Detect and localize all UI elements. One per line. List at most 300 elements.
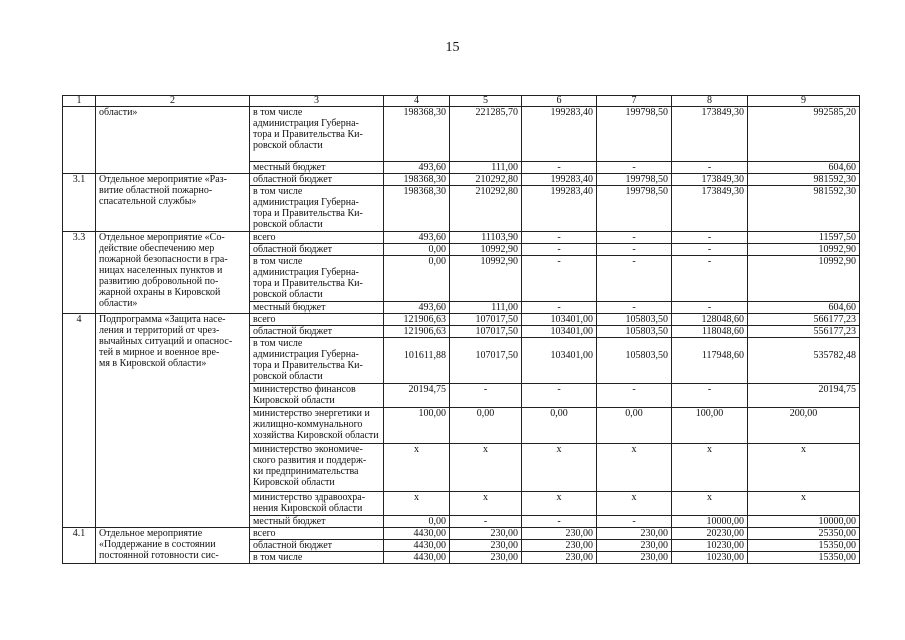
table-cell — [672, 552, 748, 564]
column-number-8: 8 — [672, 96, 748, 107]
cell-text: 105803,50 — [625, 326, 668, 337]
cell-text: 210292,80 — [475, 174, 518, 185]
cell-text: 10992,90 — [818, 256, 856, 267]
table-cell — [250, 162, 384, 174]
table-cell — [450, 162, 522, 174]
table-cell — [672, 540, 748, 552]
cell-text: - — [707, 244, 712, 255]
table-cell — [748, 256, 860, 302]
table-cell — [597, 492, 672, 516]
cell-text: - — [557, 162, 561, 173]
table-cell — [597, 384, 672, 408]
cell-text: - — [707, 302, 712, 313]
cell-text: 199798,50 — [625, 174, 668, 185]
cell-text: 20194,75 — [818, 384, 856, 395]
table-cell — [384, 174, 450, 186]
column-number-2: 2 — [96, 96, 250, 107]
cell-text: 10230,00 — [706, 540, 744, 551]
table-cell — [672, 314, 748, 326]
cell-text: 11103,90 — [481, 232, 518, 243]
cell-text: 25350,00 — [818, 528, 856, 539]
cell-text: 103401,00 — [550, 314, 593, 325]
cell-text: 10230,00 — [706, 552, 744, 563]
table-cell — [522, 186, 597, 232]
table-cell — [450, 107, 522, 162]
cell-text: 128048,60 — [701, 314, 744, 325]
table-cell — [748, 162, 860, 174]
cell-text: 100,00 — [418, 408, 446, 419]
table-cell — [748, 492, 860, 516]
table-row — [63, 174, 860, 186]
table-cell — [384, 408, 450, 444]
table-cell — [748, 338, 860, 384]
cell-text: 221285,70 — [475, 107, 518, 118]
table-cell — [522, 232, 597, 244]
cell-text: 0,00 — [550, 408, 568, 419]
table-cell — [384, 338, 450, 384]
cell-text: x — [414, 492, 419, 503]
cell-text: всего — [253, 314, 276, 325]
cell-text: 493,60 — [418, 232, 446, 243]
table-cell — [96, 528, 250, 564]
table-cell — [597, 516, 672, 528]
cell-text: всего — [253, 528, 276, 539]
table-cell — [63, 174, 96, 232]
cell-text: 535782,48 — [813, 350, 856, 361]
table-cell — [748, 528, 860, 540]
table-cell — [672, 516, 748, 528]
cell-text: 173849,30 — [701, 107, 744, 118]
cell-text: 107017,50 — [475, 326, 518, 337]
cell-text: 100,00 — [695, 408, 724, 419]
table-cell — [384, 256, 450, 302]
table-cell — [250, 244, 384, 256]
cell-text: в том числе администрация Губерна- тора и Правительства Ки- ровской области — [253, 256, 363, 300]
table-cell — [672, 162, 748, 174]
table-row — [63, 314, 860, 326]
cell-text: - — [707, 256, 712, 267]
cell-text: x — [556, 444, 562, 455]
cell-text: в том числе администрация Губерна- тора и Правительства Ки- ровской области — [253, 107, 363, 151]
cell-text: 230,00 — [640, 552, 668, 563]
column-number-5: 5 — [450, 96, 522, 107]
table-cell — [672, 384, 748, 408]
table-row — [63, 528, 860, 540]
cell-text: 3.3 — [72, 232, 86, 243]
table-cell — [384, 528, 450, 540]
table-cell — [450, 444, 522, 492]
cell-text: областной бюджет — [253, 540, 333, 551]
cell-text: 230,00 — [565, 540, 593, 551]
table-cell — [450, 408, 522, 444]
table-row — [63, 232, 860, 244]
cell-text: 4430,00 — [413, 528, 446, 539]
cell-text: - — [557, 232, 561, 243]
table-cell — [250, 444, 384, 492]
table-cell — [597, 444, 672, 492]
table-cell — [522, 244, 597, 256]
cell-text: Отдельное мероприятие «Поддержание в состоянии постоянной готовности сис- — [99, 528, 219, 561]
table-cell — [597, 314, 672, 326]
cell-text: 604,60 — [828, 162, 856, 173]
cell-text: в том числе администрация Губерна- тора и Правительства Ки- ровской области — [253, 186, 363, 230]
table-cell — [250, 338, 384, 384]
cell-text: - — [707, 232, 712, 243]
cell-text: - — [707, 162, 712, 173]
cell-text: x — [556, 492, 562, 503]
cell-text: 10000,00 — [706, 516, 744, 527]
table-cell — [450, 244, 522, 256]
cell-text: x — [414, 444, 419, 455]
table-cell — [748, 174, 860, 186]
cell-text: областной бюджет — [253, 174, 333, 185]
table-cell — [522, 408, 597, 444]
table-cell — [748, 244, 860, 256]
table-cell — [597, 540, 672, 552]
table-cell — [384, 552, 450, 564]
cell-text: Подпрограмма «Защита насе- ления и территорий от чрез- вычайных ситуаций и опаснос- тей в мирное и военное вре- мя в Кировской области» — [99, 314, 233, 369]
table-cell — [748, 107, 860, 162]
cell-text: 10992,90 — [480, 256, 518, 267]
cell-text: 566177,23 — [813, 314, 856, 325]
table-cell — [250, 232, 384, 244]
cell-text: - — [557, 302, 561, 313]
cell-text: - — [483, 516, 488, 527]
cell-text: всего — [253, 232, 276, 243]
cell-text: 117948,60 — [701, 350, 744, 361]
table-cell — [522, 326, 597, 338]
page-number: 15 — [445, 40, 460, 55]
cell-text: 493,60 — [418, 162, 446, 173]
cell-text: 199283,40 — [550, 107, 593, 118]
table-cell — [250, 528, 384, 540]
table-cell — [672, 408, 748, 444]
table-cell — [748, 326, 860, 338]
table-cell — [522, 256, 597, 302]
cell-text: 20230,00 — [706, 528, 744, 539]
table-cell — [250, 326, 384, 338]
cell-text: 199798,50 — [625, 107, 668, 118]
table-cell — [522, 174, 597, 186]
table-cell — [384, 107, 450, 162]
cell-text: 105803,50 — [625, 350, 668, 361]
cell-text: 230,00 — [565, 528, 593, 539]
cell-text: 199798,50 — [625, 186, 668, 197]
table-cell — [522, 384, 597, 408]
cell-text: 4 — [76, 314, 82, 325]
cell-text: 198368,30 — [403, 186, 446, 197]
table-cell — [384, 540, 450, 552]
table-cell — [597, 326, 672, 338]
cell-text: 4.1 — [72, 528, 86, 539]
table-cell — [522, 492, 597, 516]
table-cell — [597, 107, 672, 162]
table-cell — [63, 528, 96, 564]
table-cell — [597, 186, 672, 232]
table-cell — [672, 107, 748, 162]
cell-text: области» — [99, 107, 138, 118]
cell-text: - — [632, 244, 636, 255]
column-number-4: 4 — [384, 96, 450, 107]
table-cell — [672, 232, 748, 244]
cell-text: 173849,30 — [701, 186, 744, 197]
cell-text: 0,00 — [625, 408, 643, 419]
table-cell — [250, 552, 384, 564]
table-cell — [384, 232, 450, 244]
cell-text: x — [801, 444, 806, 455]
cell-text: - — [557, 384, 561, 395]
table-cell — [672, 326, 748, 338]
cell-text: - — [632, 302, 636, 313]
cell-text: 0,00 — [428, 516, 446, 527]
cell-text: министерство экономиче- ского развития и поддерж- ки предпринимательства Кировской области — [253, 444, 367, 488]
cell-text: x — [631, 492, 637, 503]
cell-text: министерство энергетики и жилищно-коммунального хозяйства Кировской области — [253, 408, 379, 441]
cell-text: 15350,00 — [818, 540, 856, 551]
cell-text: 0,00 — [428, 256, 446, 267]
cell-text: 121906,63 — [403, 326, 446, 337]
table-cell — [522, 552, 597, 564]
cell-text: - — [632, 516, 636, 527]
cell-text: местный бюджет — [253, 162, 326, 173]
table-cell — [672, 444, 748, 492]
cell-text: 10000,00 — [818, 516, 856, 527]
table-cell — [450, 384, 522, 408]
table-cell — [522, 540, 597, 552]
table-cell — [522, 302, 597, 314]
table-cell — [96, 232, 250, 314]
cell-text: - — [632, 162, 636, 173]
cell-text: x — [707, 492, 712, 503]
cell-text: 121906,63 — [403, 314, 446, 325]
cell-text: 604,60 — [828, 302, 856, 313]
cell-text: министерство здравоохра- нения Кировской области — [253, 492, 366, 514]
table-cell — [450, 326, 522, 338]
cell-text: в том числе администрация Губерна- тора и Правительства Ки- ровской области — [253, 338, 363, 382]
cell-text: - — [557, 516, 561, 527]
cell-text: 4430,00 — [413, 552, 446, 563]
table-cell — [450, 528, 522, 540]
table-cell — [384, 516, 450, 528]
cell-text: - — [632, 384, 636, 395]
cell-text: 556177,23 — [813, 326, 856, 337]
cell-text: 230,00 — [490, 552, 518, 563]
cell-text: 230,00 — [640, 540, 668, 551]
table-cell — [250, 540, 384, 552]
cell-text: 107017,50 — [475, 314, 518, 325]
table-cell — [250, 384, 384, 408]
table-cell — [384, 162, 450, 174]
column-number-3: 3 — [250, 96, 384, 107]
table-cell — [672, 302, 748, 314]
cell-text: 105803,50 — [625, 314, 668, 325]
table-cell — [450, 540, 522, 552]
table-body — [63, 96, 860, 564]
table-cell — [450, 232, 522, 244]
table-cell — [63, 232, 96, 314]
cell-text: 15350,00 — [818, 552, 856, 563]
table-cell — [384, 492, 450, 516]
cell-text: 992585,20 — [813, 107, 856, 118]
cell-text: 198368,30 — [403, 174, 446, 185]
cell-text: местный бюджет — [253, 516, 326, 527]
table-cell — [522, 107, 597, 162]
table-cell — [748, 232, 860, 244]
cell-text: 11597,50 — [818, 232, 856, 243]
table-cell — [450, 314, 522, 326]
table-cell — [672, 528, 748, 540]
column-number-6: 6 — [522, 96, 597, 107]
table-cell — [384, 314, 450, 326]
table-cell — [250, 314, 384, 326]
table-cell — [384, 302, 450, 314]
cell-text: 493,60 — [418, 302, 446, 313]
table-cell — [597, 408, 672, 444]
table-cell — [672, 338, 748, 384]
cell-text: 118048,60 — [701, 326, 744, 337]
cell-text: 111,00 — [491, 302, 518, 313]
cell-text: Отдельное мероприятие «Раз- витие областной пожарно- спасательной службы» — [99, 174, 227, 207]
table-cell — [250, 174, 384, 186]
table-cell — [748, 384, 860, 408]
table-cell — [748, 444, 860, 492]
cell-text: 0,00 — [476, 408, 495, 419]
budget-table — [62, 95, 860, 564]
cell-text: 981592,30 — [813, 186, 856, 197]
column-number-1: 1 — [63, 96, 96, 107]
cell-text: 103401,00 — [550, 326, 593, 337]
cell-text: - — [483, 384, 488, 395]
cell-text: - — [707, 384, 712, 395]
cell-text: 230,00 — [490, 528, 518, 539]
cell-text: 230,00 — [640, 528, 668, 539]
cell-text: x — [483, 492, 488, 503]
table-cell — [250, 492, 384, 516]
table-cell — [450, 338, 522, 384]
cell-text: областной бюджет — [253, 326, 333, 337]
column-number-7: 7 — [597, 96, 672, 107]
table-cell — [672, 244, 748, 256]
column-number-9: 9 — [748, 96, 860, 107]
table-cell — [250, 302, 384, 314]
cell-text: 199283,40 — [550, 174, 593, 185]
table-cell — [63, 314, 96, 528]
cell-text: областной бюджет — [253, 244, 333, 255]
table-cell — [450, 256, 522, 302]
table-cell — [450, 492, 522, 516]
table-cell — [597, 256, 672, 302]
table-cell — [597, 232, 672, 244]
table-cell — [597, 302, 672, 314]
cell-text: 4430,00 — [413, 540, 446, 551]
cell-text: 173849,30 — [701, 174, 744, 185]
cell-text: в том числе — [253, 552, 303, 563]
table-cell — [450, 552, 522, 564]
table-cell — [748, 516, 860, 528]
table-cell — [597, 338, 672, 384]
table-row — [63, 107, 860, 162]
column-number-row — [63, 96, 860, 107]
table-cell — [522, 516, 597, 528]
table-cell — [384, 384, 450, 408]
table-cell — [672, 186, 748, 232]
cell-text: x — [707, 444, 712, 455]
cell-text: 10992,90 — [480, 244, 518, 255]
table-cell — [250, 186, 384, 232]
table-cell — [522, 162, 597, 174]
table-cell — [597, 552, 672, 564]
table-cell — [522, 338, 597, 384]
cell-text: - — [557, 244, 561, 255]
table-cell — [748, 540, 860, 552]
cell-text: x — [801, 492, 806, 503]
table-cell — [672, 256, 748, 302]
cell-text: 230,00 — [565, 552, 593, 563]
table-cell — [96, 174, 250, 232]
cell-text: 981592,30 — [813, 174, 856, 185]
table-cell — [384, 326, 450, 338]
table-cell — [96, 107, 250, 174]
table-cell — [384, 244, 450, 256]
table-cell — [250, 408, 384, 444]
cell-text: 3.1 — [72, 174, 86, 185]
table-cell — [250, 107, 384, 162]
cell-text: 20194,75 — [408, 384, 446, 395]
table-cell — [450, 516, 522, 528]
cell-text: x — [631, 444, 637, 455]
cell-text: Отдельное мероприятие «Со- действие обеспечению мер пожарной безопасности в гра- ницах населенных пунктов и развитию добровольной по- жарной охраны в Кировской области» — [99, 232, 228, 309]
cell-text: x — [483, 444, 488, 455]
table-cell — [250, 516, 384, 528]
table-cell — [522, 528, 597, 540]
cell-text: местный бюджет — [253, 302, 326, 313]
table-cell — [522, 314, 597, 326]
cell-text: 101611,88 — [403, 350, 446, 361]
cell-text: 0,00 — [428, 244, 446, 255]
cell-text: 230,00 — [490, 540, 518, 551]
cell-text: 111,00 — [491, 162, 518, 173]
table-cell — [450, 302, 522, 314]
cell-text: 10992,90 — [818, 244, 856, 255]
table-cell — [748, 552, 860, 564]
table-cell — [597, 162, 672, 174]
cell-text: - — [557, 256, 561, 267]
cell-text: 103401,00 — [550, 350, 593, 361]
table-cell — [672, 492, 748, 516]
table-cell — [250, 256, 384, 302]
table-cell — [597, 174, 672, 186]
table-cell — [96, 314, 250, 528]
table-cell — [597, 244, 672, 256]
table-cell — [522, 444, 597, 492]
table-cell — [63, 107, 96, 174]
cell-text: 107017,50 — [475, 350, 518, 361]
cell-text: 200,00 — [789, 408, 818, 419]
cell-text: 199283,40 — [550, 186, 593, 197]
table-cell — [384, 444, 450, 492]
table-cell — [748, 302, 860, 314]
cell-text: 210292,80 — [475, 186, 518, 197]
table-cell — [748, 186, 860, 232]
table-cell — [672, 174, 748, 186]
table-cell — [450, 186, 522, 232]
cell-text: 198368,30 — [403, 107, 446, 118]
table-cell — [748, 408, 860, 444]
table-cell — [748, 314, 860, 326]
cell-text: министерство финансов Кировской области — [253, 384, 356, 406]
table-cell — [597, 528, 672, 540]
cell-text: - — [632, 232, 636, 243]
